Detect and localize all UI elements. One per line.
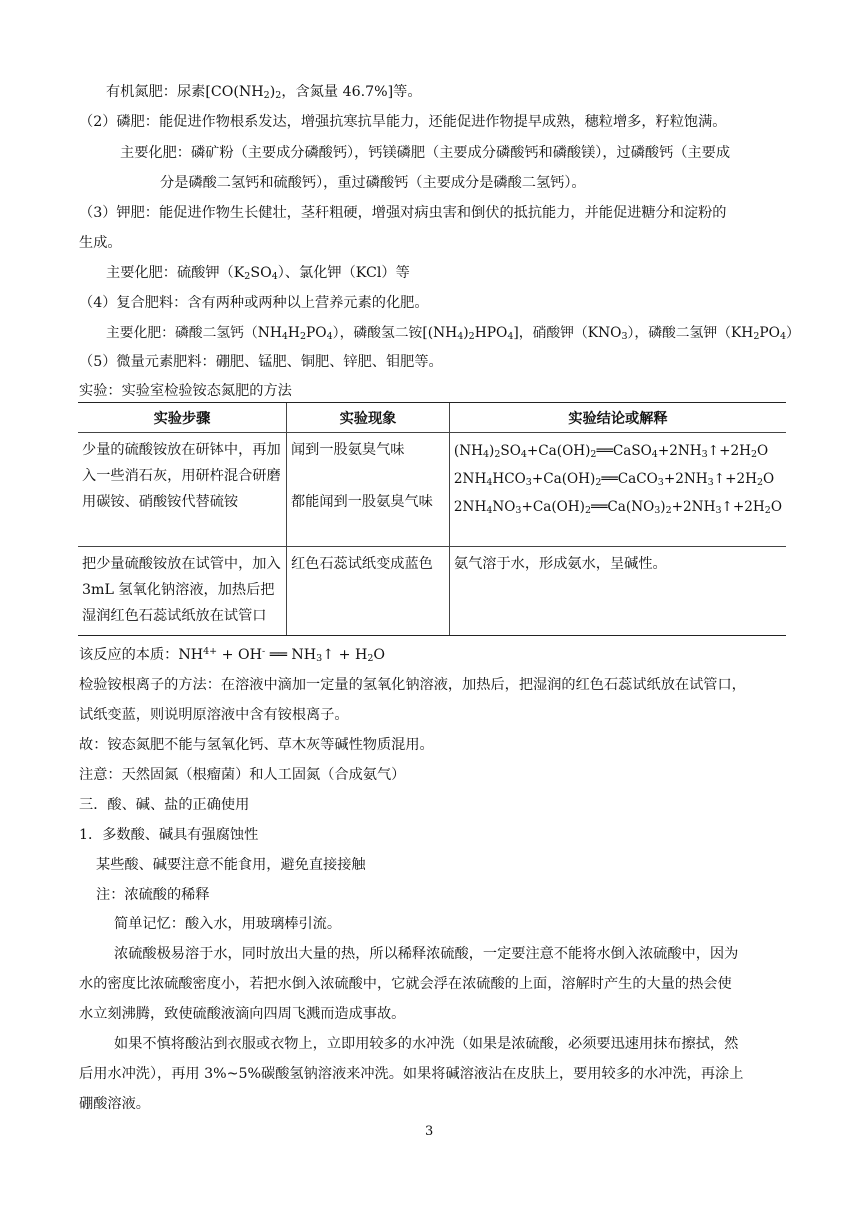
trace-element-line: （5）微量元素肥料：硼肥、锰肥、铜肥、锌肥、钼肥等。	[79, 354, 443, 370]
table-header-row	[78, 403, 786, 433]
row2-phenomenon: 红色石蕊试纸变成蓝色	[286, 547, 449, 636]
potash-main-line: 主要化肥：硫酸钾$(K_2SO_4)$、氯化钾（KCl）等	[106, 265, 410, 282]
reaction-essence-line: 该反应的本质：$NH^{4+} + OH^-$ ══ $NH_3↑ + H_2O$	[79, 646, 386, 664]
row2-conclusion: 氨气溶于水，形成氨水，呈碱性。	[449, 547, 786, 636]
equation-ammonium-nitrate: $2NH_4NO_3+Ca(OH)_2══Ca(NO_3)_2+2NH_3↑+2H_2O$	[453, 499, 782, 516]
potash-fertilizer-line-cont: 生成。	[79, 235, 122, 251]
ammonium-test-line: 检验铵根离子的方法：在溶液中滴加一定量的氢氧化钠溶液，加热后，把湿润的红色石蕊试纸放在试管口，	[79, 677, 746, 693]
phosphate-main-line-cont: 分是磷酸二氢钙和硫酸钙），重过磷酸钙（主要成分是磷酸二氢钙）。	[160, 175, 586, 191]
header-conclusion: 实验结论或解释	[449, 403, 786, 433]
phosphate-fertilizer-line: （2）磷肥：能促进作物根系发达，增强抗寒抗旱能力，还能促进作物提早成熟，穗粒增多，籽粒饱满。	[79, 114, 727, 130]
table-row	[78, 547, 786, 636]
dilution-paragraph-line2: 水的密度比浓硫酸密度小，若把水倒入浓硫酸中，它就会浮在浓硫酸的上面，溶解时产生的大量的热会使	[79, 976, 732, 992]
dilution-note-line: 注：浓硫酸的稀释	[96, 887, 210, 903]
header-phenomenon: 实验现象	[286, 403, 449, 433]
organic-nitrogen-line: 有机氮肥：尿素[$CO(NH_2)_2$，含氮量 46.7%]等。	[106, 84, 422, 101]
experiment-table	[78, 402, 786, 636]
row2-step: 把少量硫酸铵放在试管中，加入3mL 氢氧化钠溶液，加热后把湿润红色石蕊试纸放在试管口	[78, 547, 286, 636]
page-number: 3	[425, 1124, 434, 1139]
caution-line: 某些酸、碱要注意不能食用，避免直接接触	[96, 857, 366, 873]
experiment-title: 实验：实验室检验铵态氮肥的方法	[79, 383, 292, 399]
compound-fertilizer-line: （4）复合肥料：含有两种或两种以上营养元素的化肥。	[79, 295, 429, 311]
note-nitrogen-fixation: 注意：天然固氮（根瘤菌）和人工固氮（合成氨气）	[79, 767, 406, 783]
row1-phenomenon: 闻到一股氨臭气味 都能闻到一股氨臭气味	[286, 433, 449, 547]
ammonium-test-line-cont: 试纸变蓝，则说明原溶液中含有铵根离子。	[79, 707, 349, 723]
section-three-heading: 三．酸、碱、盐的正确使用	[79, 797, 250, 813]
dilution-paragraph-line1: 浓硫酸极易溶于水，同时放出大量的热，所以稀释浓硫酸，一定要注意不能将水倒入浓硫酸中，因为	[114, 946, 739, 962]
conclusion-line: 故：铵态氮肥不能与氢氧化钙、草木灰等碱性物质混用。	[79, 737, 434, 753]
equation-ammonium-sulfate: $(NH_4)_2SO_4+Ca(OH)_2══CaSO_4+2NH_3↑+2H_2O$	[453, 443, 769, 460]
dilution-paragraph-line3: 水立刻沸腾，致使硫酸液滴向四周飞溅而造成事故。	[79, 1006, 406, 1022]
equation-ammonium-bicarbonate: $2NH_4HCO_3+Ca(OH)_2══CaCO_3+2NH_3↑+2H_2O$	[453, 471, 775, 488]
memory-tip-line: 简单记忆：酸入水，用玻璃棒引流。	[114, 916, 342, 932]
row1-conclusion	[449, 433, 786, 547]
potash-fertilizer-line: （3）钾肥：能促进作物生长健壮，茎秆粗硬，增强对病虫害和倒伏的抵抗能力，并能促进糖分和淀粉的	[79, 205, 727, 221]
phosphate-main-line: 主要化肥：磷矿粉（主要成分磷酸钙），钙镁磷肥（主要成分磷酸钙和磷酸镁），过磷酸钙（主要成	[120, 145, 731, 161]
first-aid-paragraph-line3: 硼酸溶液。	[79, 1096, 150, 1112]
table-row	[78, 433, 786, 547]
row1-step: 少量的硫酸铵放在研钵中，再加入一些消石灰，用研杵混合研磨用碳铵、硝酸铵代替硫铵	[78, 433, 286, 547]
compound-main-line: 主要化肥：磷酸二氢钙$(NH_4H_2PO_4)$，磷酸氢二铵$[(NH_4)_2HPO_4]$，硝酸钾$(KNO_3)$，磷酸二氢钾$(KH_2PO_4)$	[106, 325, 800, 342]
first-aid-paragraph-line2: 后用水冲洗），再用 3%~5%碳酸氢钠溶液来冲洗。如果将碱溶液沾在皮肤上，要用较多的水冲洗，再涂上	[79, 1066, 744, 1082]
item-one-heading: 1．多数酸、碱具有强腐蚀性	[79, 827, 259, 843]
header-steps: 实验步骤	[78, 403, 286, 433]
first-aid-paragraph-line1: 如果不慎将酸沾到衣服或衣物上，立即用较多的水冲洗（如果是浓硫酸，必须要迅速用抹布擦拭，然	[114, 1036, 739, 1052]
